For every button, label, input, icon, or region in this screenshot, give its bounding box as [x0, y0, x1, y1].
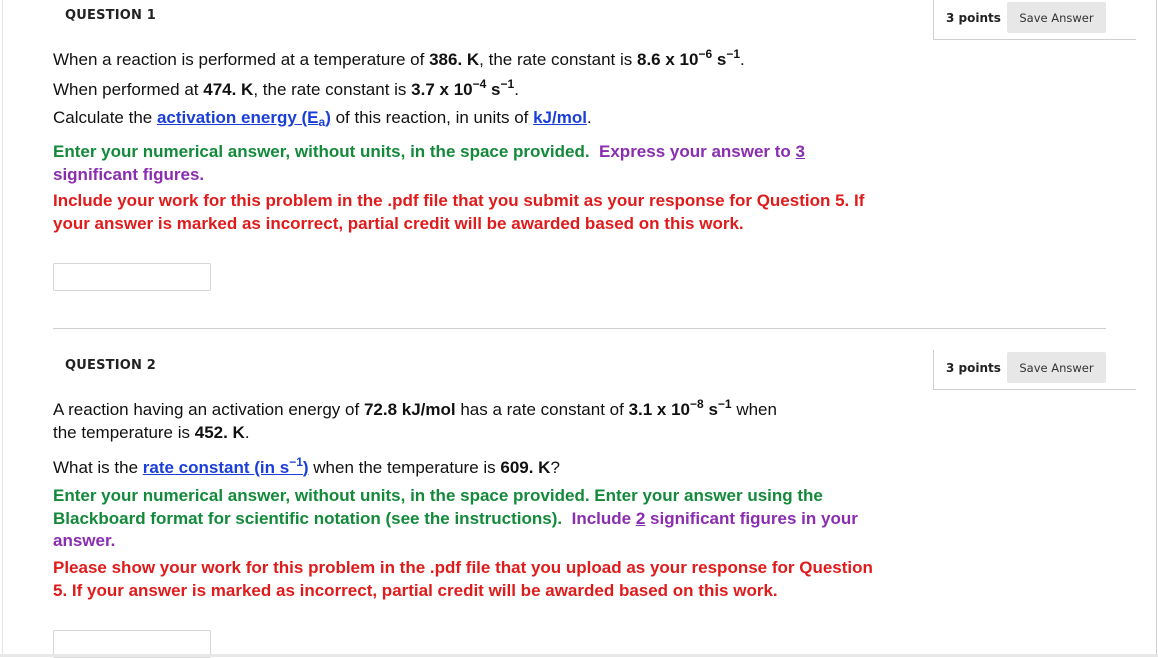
temperature-1: 386. K: [429, 50, 480, 69]
text: has a rate constant of: [455, 400, 629, 419]
question-2-instructions: [53, 485, 883, 553]
rate-constant-2: 3.7 x 10: [411, 80, 473, 99]
text: .: [740, 50, 745, 69]
activation-energy-value: 72.8 kJ/mol: [363, 400, 456, 419]
text: Calculate the: [53, 108, 157, 127]
question-1-prompt-line-2: [53, 77, 519, 100]
question-1-answer-input[interactable]: [53, 263, 211, 291]
unit: s: [491, 80, 501, 99]
question-1-header: [0, 0, 1158, 42]
exponent: −8: [690, 397, 704, 411]
exponent: −6: [698, 47, 713, 61]
text: .: [586, 108, 592, 127]
instruction-purple: Include 2 significant figures in your answer.: [53, 508, 858, 550]
text: , the rate constant is: [479, 50, 637, 69]
activation-energy-link[interactable]: activation energy $(E_a)$: [156, 108, 331, 129]
question-1-points: 3 points: [946, 11, 1001, 25]
text: , the rate constant is: [253, 80, 412, 99]
instruction-purple: Express your answer to 3 significant figures.: [53, 142, 806, 184]
rate-constant-1: 8.6 x 10: [636, 50, 699, 69]
question-2-prompt-line-3: [53, 455, 560, 478]
text: when the temperature is: [308, 458, 501, 477]
question-1-prompt-line-1: [53, 47, 745, 70]
unit-exponent: −1: [717, 397, 732, 411]
text: .: [244, 423, 250, 442]
unit: s: [708, 400, 718, 419]
instruction-green: Enter your numerical answer, without units, in the space provided.: [53, 142, 590, 161]
text: When performed at: [53, 80, 204, 99]
rate-constant-link[interactable]: rate constant (in $s^{-1}$): [142, 455, 309, 477]
question-1-points-box: [933, 0, 1136, 40]
text: When a reaction is performed at a temperature of: [53, 50, 430, 69]
rate-constant-value: 3.1 x 10: [628, 400, 691, 419]
temperature-2: 474. K: [203, 80, 254, 99]
text: What is the: [53, 458, 143, 477]
question-2-prompt-line-2: [53, 423, 250, 443]
page-right-border: [1156, 0, 1157, 657]
text: of this reaction, in units of: [330, 108, 534, 127]
question-1-title: QUESTION 1: [65, 8, 157, 23]
question-divider: [53, 328, 1106, 329]
question-2-title: QUESTION 2: [65, 358, 157, 373]
question-2-work-note: Please show your work for this problem in the .pdf file that you upload as your response for Question 5. If your answer is marked as incorrect, partial credit will be awarded based on this work.: [53, 558, 873, 600]
text: when: [731, 400, 777, 419]
text: the temperature is: [53, 423, 195, 442]
temperature-1: 452. K: [194, 423, 245, 442]
exponent: −4: [472, 77, 487, 91]
question-1-prompt-line-3: [53, 108, 592, 128]
instruction-green: Enter your numerical answer, without units, in the space provided. Enter your answer using the Blackboard format for scientific notation (see the instructions).: [53, 486, 823, 528]
page-left-border: [2, 0, 3, 657]
text: .: [514, 80, 519, 99]
question-1-instructions: [53, 141, 883, 186]
text: A reaction having an activation energy of: [53, 400, 364, 419]
temperature-2: 609. K: [500, 458, 551, 477]
question-2-points-box: [933, 350, 1136, 390]
question-2-save-answer-button[interactable]: Save Answer: [1007, 352, 1106, 383]
question-1-work-note: Include your work for this problem in the .pdf file that you submit as your response for Question 5. If your answer is marked as incorrect, partial credit will be awarded based on this work.: [53, 191, 865, 233]
question-2-header: [0, 350, 1158, 392]
question-1-save-answer-button[interactable]: Save Answer: [1007, 2, 1106, 33]
question-2-prompt-line-1: [53, 397, 777, 420]
unit: s: [716, 50, 727, 69]
unit-exponent: −1: [726, 47, 741, 61]
unit-exponent: −1: [500, 77, 515, 91]
text: ?: [550, 458, 560, 477]
kj-per-mol-link[interactable]: kJ/mol: [533, 108, 587, 127]
question-2-points: 3 points: [946, 361, 1001, 375]
